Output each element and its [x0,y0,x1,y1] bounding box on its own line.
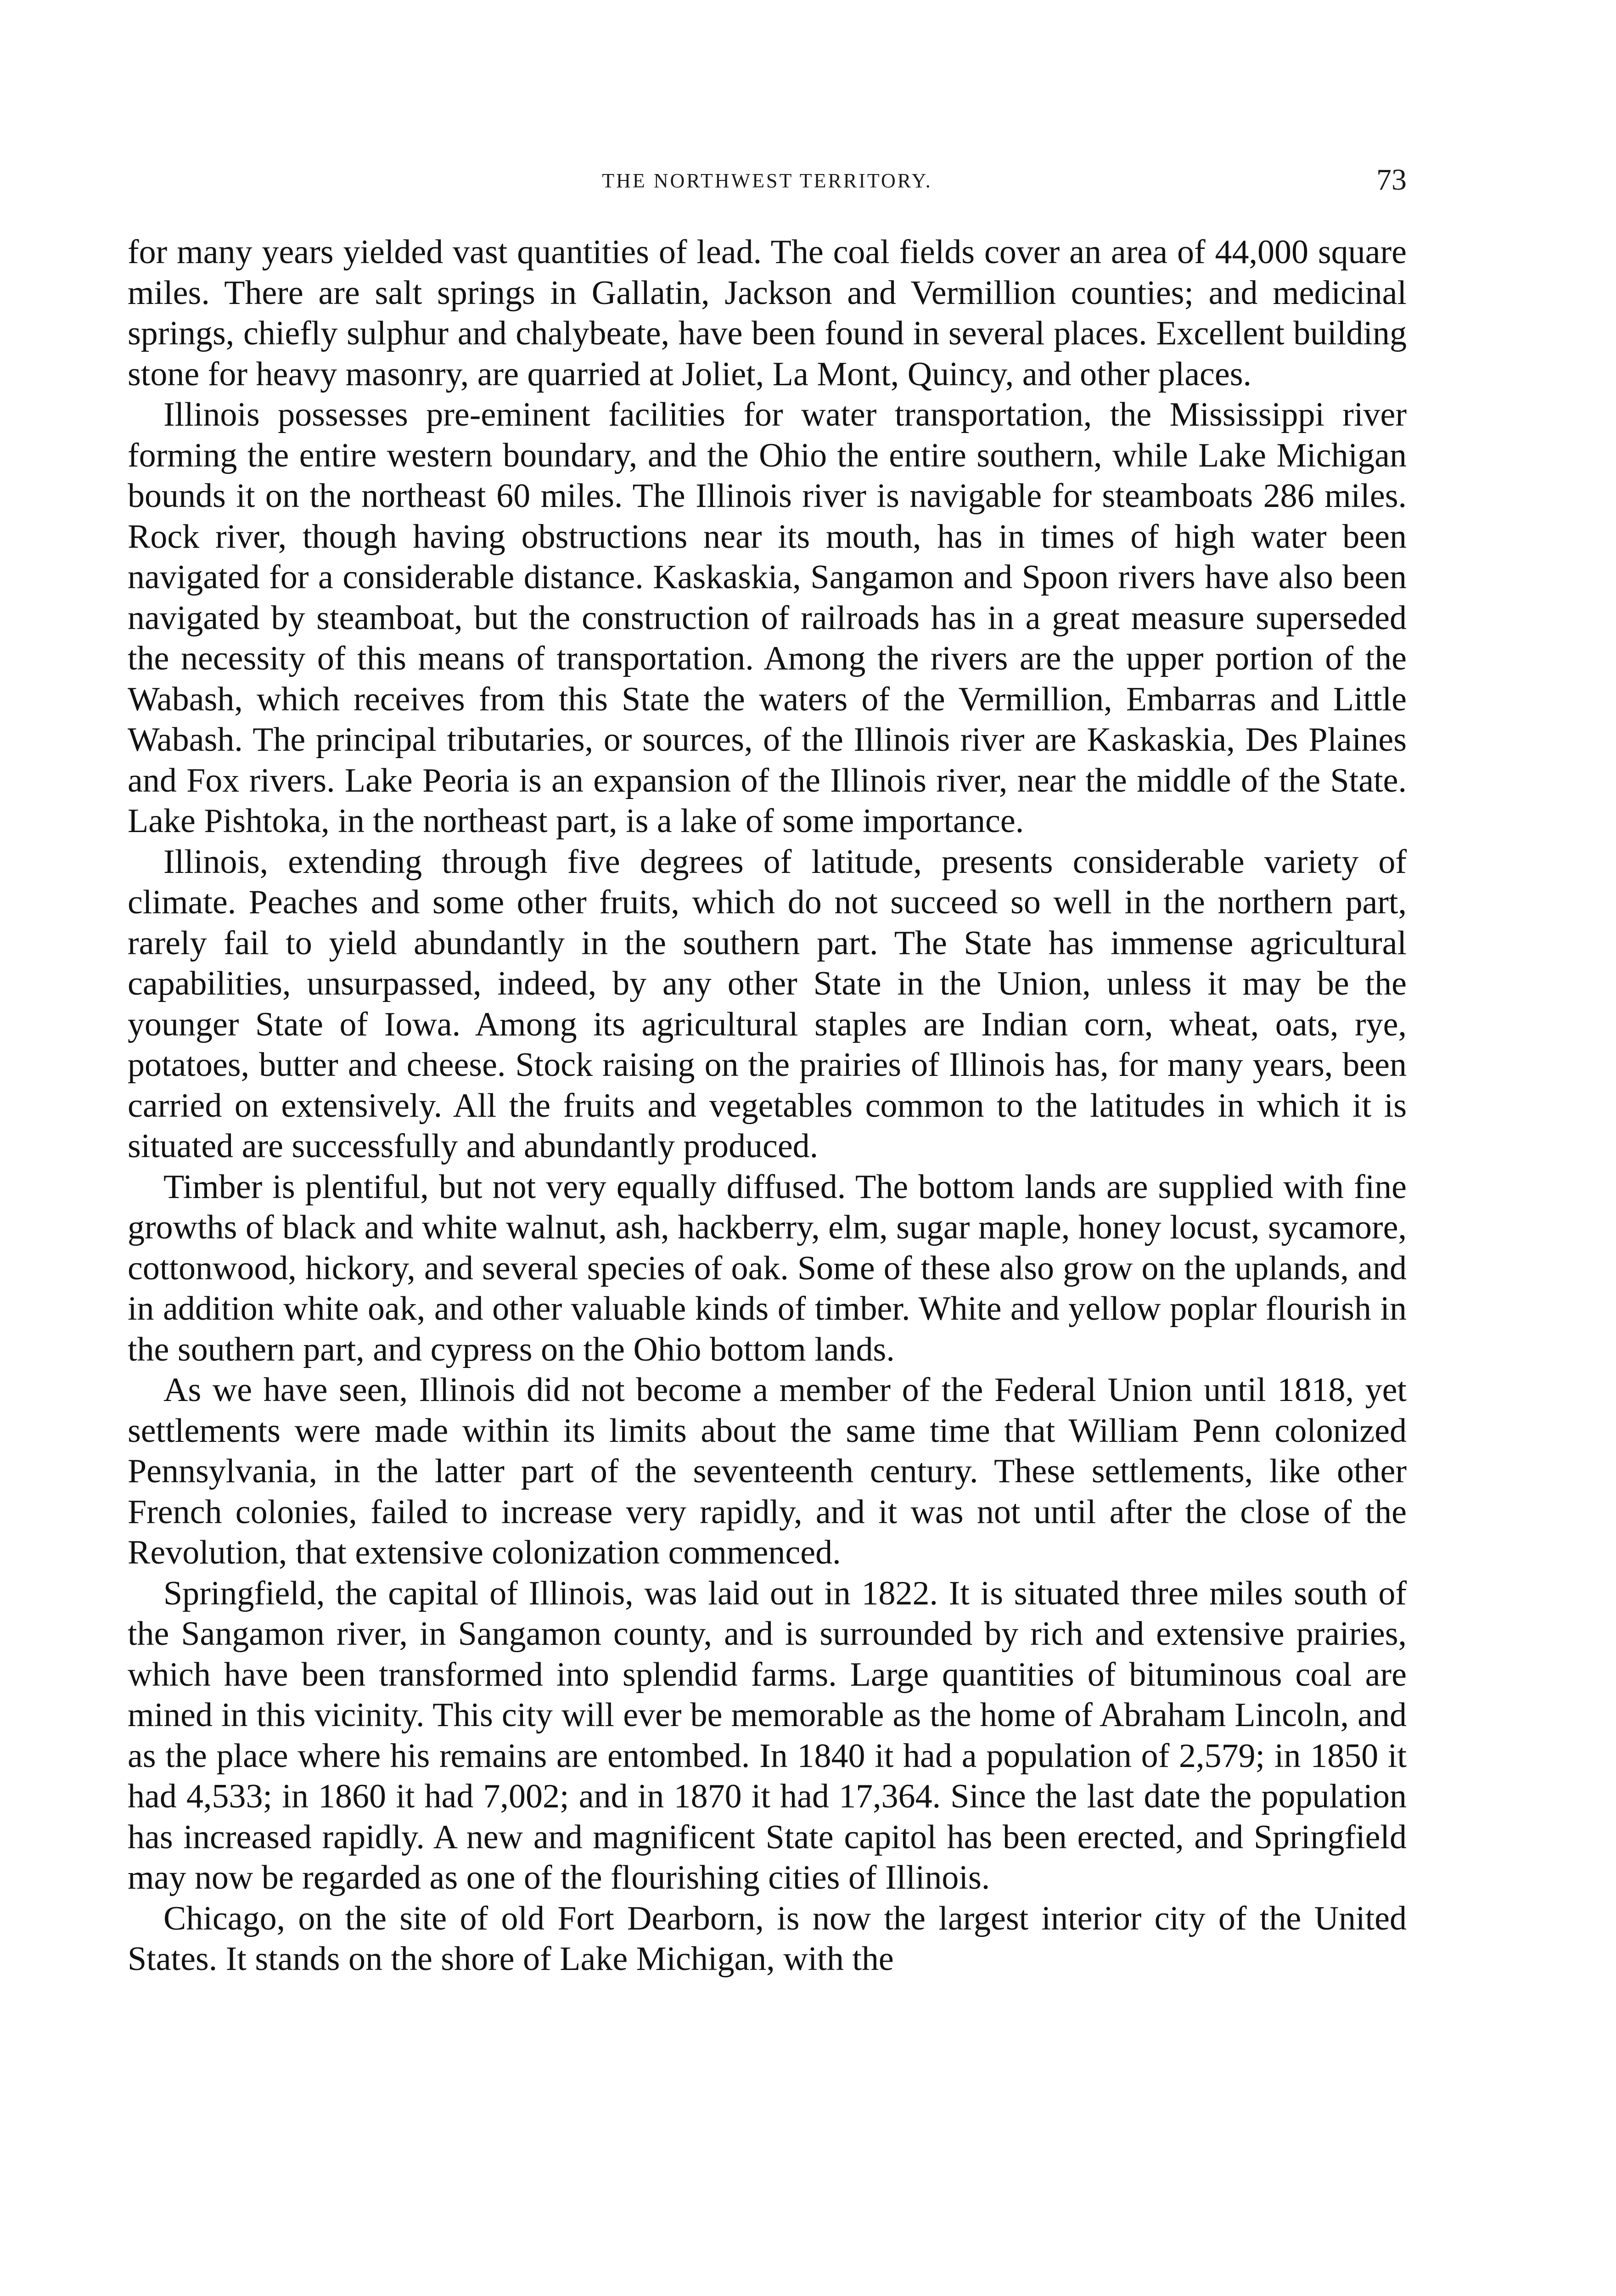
paragraph-chicago: Chicago, on the site of old Fort Dearborn, is now the largest interior city of the United States. It stands on the shore of Lake Michigan, with the [128,1899,1407,1978]
paragraph-climate-agriculture: Illinois, extending through five degrees of latitude, presents considerable variety of climate. Peaches and some other fruits, which do not succeed so well in the northern part, rarely fail to yield abundantly in the southern part. The State has immense agricultural capabilities, unsurpassed, indeed, by any other State in the Union, unless it may be the younger State of Iowa. Among its agricultural staples are Indian corn, wheat, oats, rye, potatoes, butter and cheese. Stock raising on the prairies of Illinois has, for many years, been carried on extensively. All the fruits and vegetables common to the latitudes in which it is situated are successfully and abundantly produced. [128,843,1407,1165]
running-title: THE NORTHWEST TERRITORY. [602,169,932,192]
page-number: 73 [1376,163,1407,197]
paragraph-lead-minerals: for many years yielded vast quantities of lead. The coal fields cover an area of 44,000 square miles. There are salt springs in Gallatin, Jackson and Vermillion counties; and medicinal springs, chiefly sulphur and chalybeate, have been found in several places. Excellent building stone for heavy masonry, are quarried at Joliet, La Mont, Quincy, and other places. [128,233,1407,393]
paragraph-water-transportation: Illinois possesses pre-eminent facilities for water transportation, the Mississippi river forming the entire western boundary, and the Ohio the entire southern, while Lake Michigan bounds it on the northeast 60 miles. The Illinois river is navigable for steamboats 286 miles. Rock river, though having obstructions near its mouth, has in times of high water been navigated for a considerable distance. Kaskaskia, Sangamon and Spoon rivers have also been navigated by steamboat, but the construction of railroads has in a great measure superseded the necessity of this means of transportation. Among the rivers are the upper portion of the Wabash, which receives from this State the waters of the Vermillion, Embarras and Little Wabash. The principal tributaries, or sources, of the Illinois river are Kaskaskia, Des Plaines and Fox rivers. Lake Peoria is an expansion of the Illinois river, near the middle of the State. Lake Pishtoka, in the northeast part, is a lake of some importance. [128,396,1407,840]
body-text [128,232,1407,1980]
paragraph-settlement-history: As we have seen, Illinois did not become a member of the Federal Union until 1818, yet settlements were made within its limits about the same time that William Penn colonized Pennsylvania, in the latter part of the seventeenth century. These settlements, like other French colonies, failed to increase very rapidly, and it was not until after the close of the Revolution, that extensive colonization commenced. [128,1371,1407,1571]
paragraph-timber: Timber is plentiful, but not very equally diffused. The bottom lands are supplied with fine growths of black and white walnut, ash, hackberry, elm, sugar maple, honey locust, sycamore, cottonwood, hickory, and several species of oak. Some of these also grow on the uplands, and in addition white oak, and other valuable kinds of timber. White and yellow poplar flourish in the southern part, and cypress on the Ohio bottom lands. [128,1168,1407,1368]
paragraph-springfield: Springfield, the capital of Illinois, was laid out in 1822. It is situated three miles south of the Sangamon river, in Sangamon county, and is surrounded by rich and extensive prairies, which have been transformed into splendid farms. Large quantities of bituminous coal are mined in this vicinity. This city will ever be memorable as the home of Abraham Lincoln, and as the place where his remains are entombed. In 1840 it had a population of 2,579; in 1850 it had 4,533; in 1860 it had 7,002; and in 1870 it had 17,364. Since the last date the population has increased rapidly. A new and magnificent State capitol has been erected, and Springfield may now be regarded as one of the flourishing cities of Illinois. [128,1574,1407,1896]
running-head [128,165,1407,211]
